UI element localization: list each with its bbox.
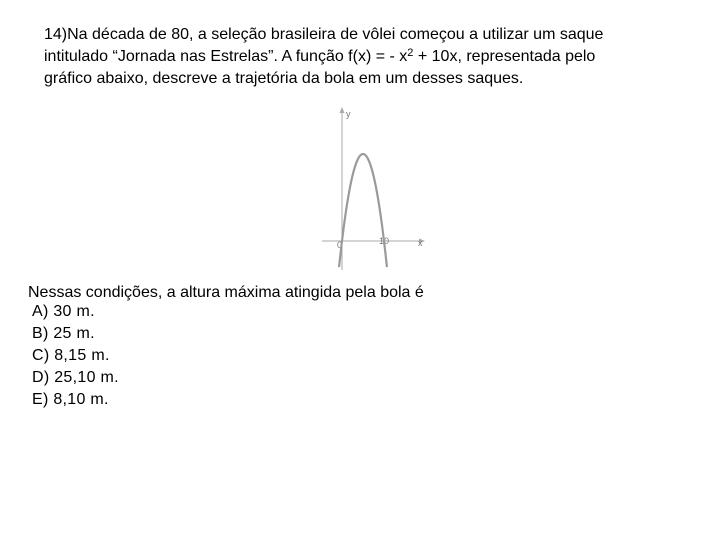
question-line-2-end: + 10x, representada pelo: [413, 48, 596, 65]
option-c: C) 8,15 m.: [32, 347, 110, 364]
exponent: 2: [407, 47, 414, 59]
question-line-2: [44, 46, 704, 68]
option-b: B) 25 m.: [32, 325, 95, 342]
origin-tick-label: 0: [337, 240, 343, 250]
question-prompt: Nessas condições, a altura máxima atingida pela bola é: [28, 284, 424, 301]
option-e: E) 8,10 m.: [32, 391, 109, 408]
y-axis-arrow: [340, 107, 345, 113]
question-line-1: 14)Na década de 80, a seleção brasileira de vôlei começou a utilizar um saque: [44, 26, 604, 43]
question-line-2-start: intitulado “Jornada nas Estrelas”. A função f(x) = - x: [44, 48, 408, 65]
x-axis-label: x: [418, 238, 423, 248]
option-d: D) 25,10 m.: [32, 369, 119, 386]
root-tick-label: 10: [379, 236, 390, 246]
answer-options: [32, 301, 119, 411]
question-text: [44, 24, 704, 90]
parabola-graph: [318, 104, 434, 274]
option-a: A) 30 m.: [32, 303, 95, 320]
y-axis-label: y: [346, 109, 351, 119]
question-line-3: gráfico abaixo, descreve a trajetória da bola em um desses saques.: [44, 70, 524, 87]
graph-svg: [318, 104, 434, 274]
parabola-curve: [339, 154, 390, 267]
